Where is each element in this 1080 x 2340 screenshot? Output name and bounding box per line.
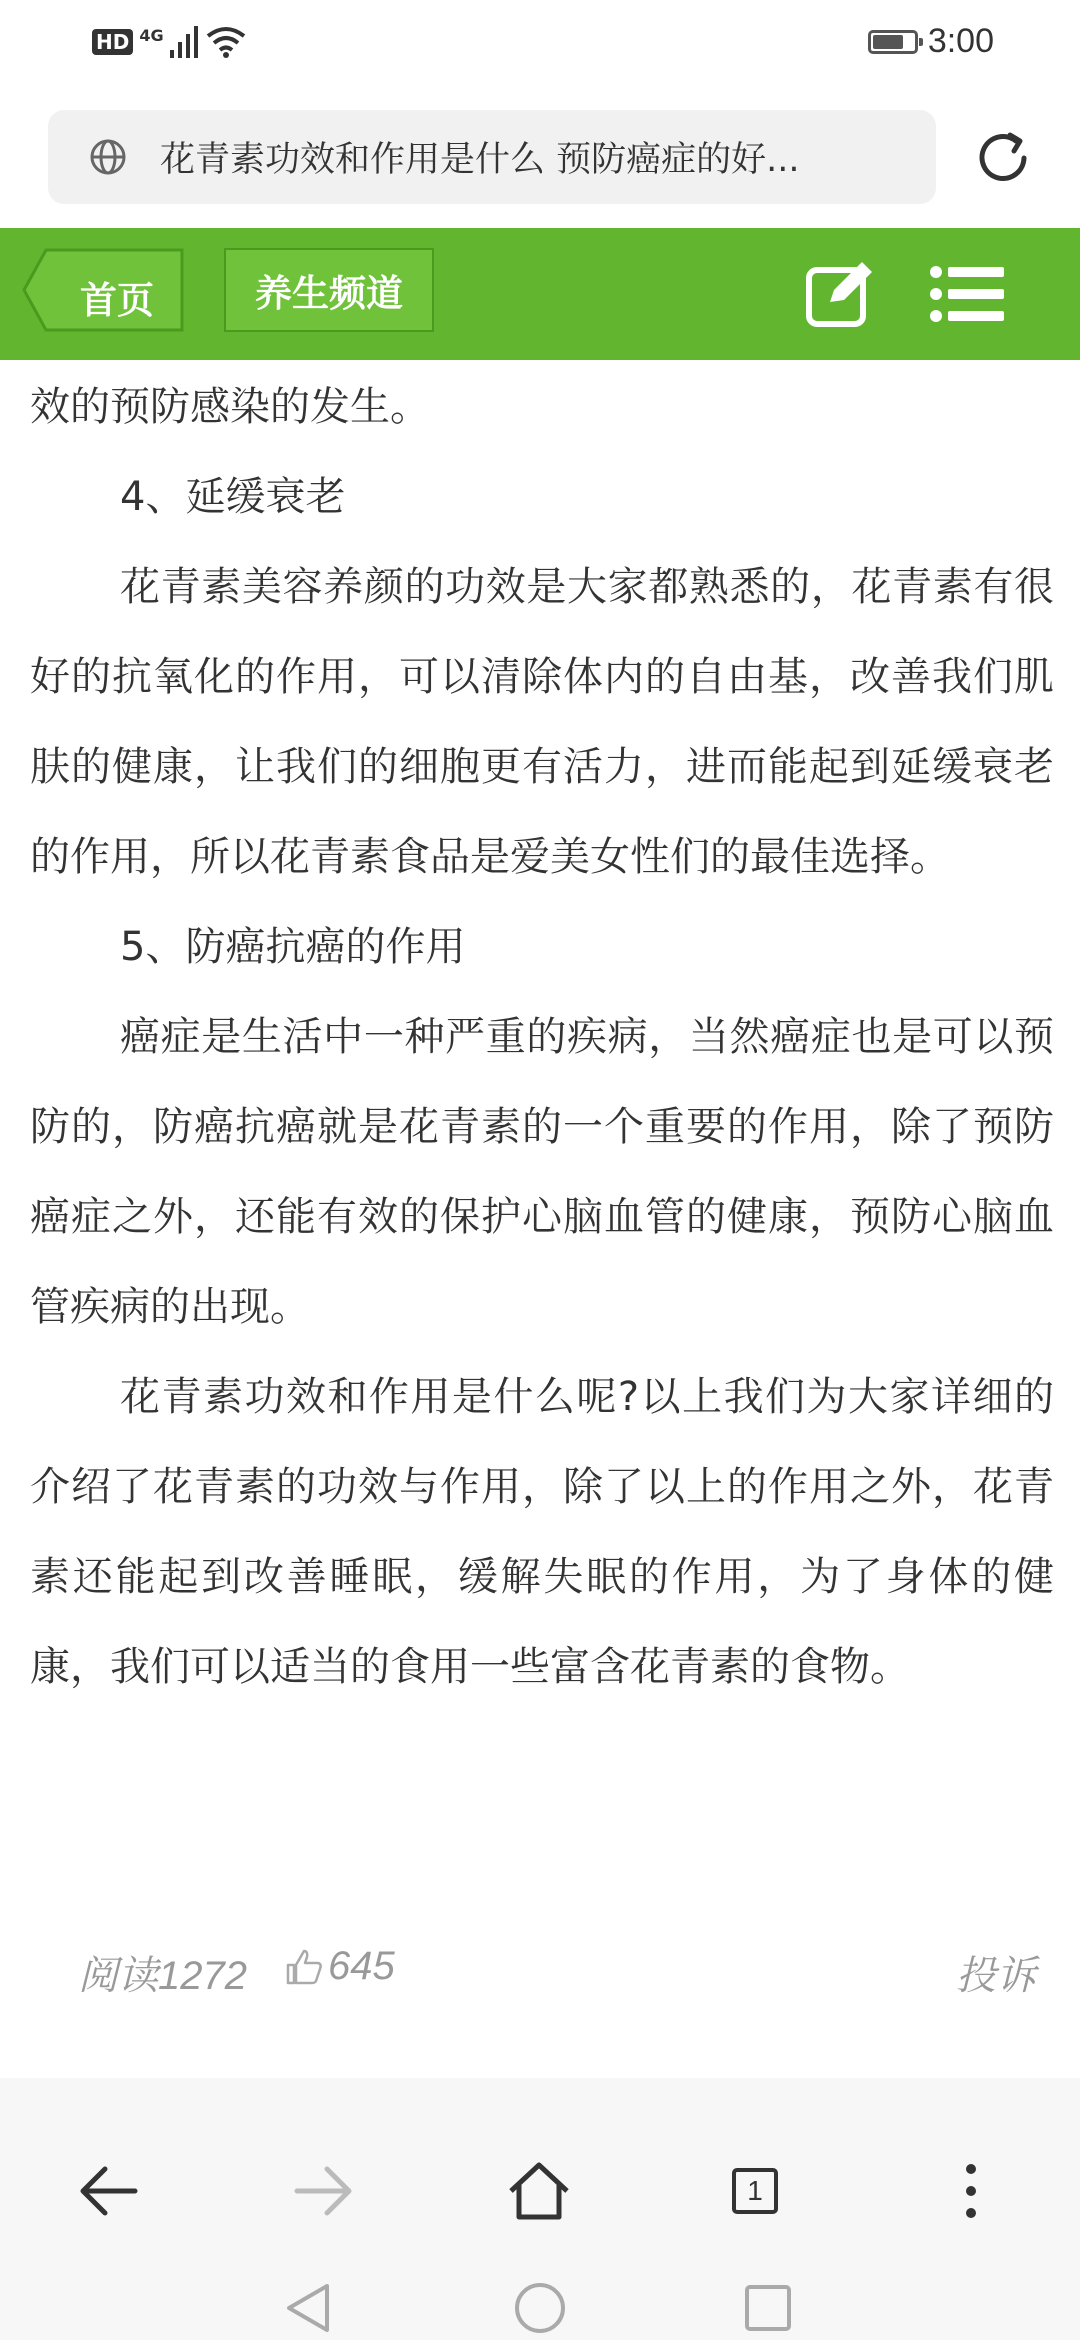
globe-icon	[88, 137, 128, 177]
thumbs-up-icon	[284, 1947, 324, 1987]
wifi-icon	[206, 26, 246, 58]
hd-badge: HD	[92, 29, 133, 55]
article-paragraph: 效的预防感染的发生。	[30, 384, 430, 430]
forward-button[interactable]	[278, 2146, 368, 2236]
tab-count: 1	[732, 2168, 778, 2214]
tabs-button[interactable]	[710, 2146, 800, 2236]
system-home-button[interactable]	[510, 2278, 570, 2338]
home-label: 首页	[80, 279, 154, 322]
report-link[interactable]: 投诉	[956, 1954, 1036, 1998]
site-nav	[0, 228, 1080, 360]
triangle-back-icon	[283, 2280, 333, 2336]
circle-home-icon	[512, 2280, 568, 2336]
home-button[interactable]	[494, 2146, 584, 2236]
battery-level	[873, 35, 903, 49]
status-left	[92, 24, 246, 60]
article-paragraph: 癌症是生活中一种严重的疾病，当然癌症也是可以预防的，防癌抗癌就是花青素的一个重要的作用，除了预防癌症之外，还能有效的保护心脑血管的健康，预防心脑血管疾病的出现。	[30, 1014, 1054, 1330]
back-arrow-icon	[77, 2163, 141, 2219]
home-icon	[507, 2161, 571, 2221]
article-body	[30, 362, 1054, 1712]
status-right	[868, 22, 994, 61]
like-count: 645	[328, 1944, 395, 1988]
more-button[interactable]	[926, 2146, 1016, 2236]
edit-icon[interactable]	[804, 258, 876, 328]
clock: 3:00	[927, 22, 994, 60]
reload-icon[interactable]	[970, 125, 1036, 191]
forward-arrow-icon	[291, 2163, 355, 2219]
more-vertical-icon	[963, 2161, 979, 2221]
battery-icon	[868, 30, 918, 54]
back-button[interactable]	[64, 2146, 154, 2236]
status-bar	[0, 0, 1080, 84]
url-title[interactable]: 花青素功效和作用是什么 预防癌症的好...	[160, 140, 800, 180]
section-heading: 4、延缓衰老	[120, 474, 346, 520]
home-nav-button[interactable]	[22, 248, 184, 332]
health-channel-button[interactable]: 养生频道	[224, 248, 434, 332]
address-bar[interactable]	[48, 110, 936, 204]
section-heading: 5、防癌抗癌的作用	[120, 924, 466, 970]
browser-toolbar	[0, 2078, 1080, 2340]
read-count: 阅读1272	[78, 1954, 247, 1998]
square-recents-icon	[743, 2283, 793, 2333]
article-stats	[78, 1938, 1036, 1998]
article-paragraph: 花青素美容养颜的功效是大家都熟悉的，花青素有很好的抗氧化的作用，可以清除体内的自由基，改善我们肌肤的健康，让我们的细胞更有活力，进而能起到延缓衰老的作用，所以花青素食品是爱美女性们的最佳选择。	[30, 564, 1054, 880]
system-back-button[interactable]	[278, 2278, 338, 2338]
network-type: 4G	[139, 25, 164, 45]
like-button[interactable]	[284, 1944, 395, 1989]
menu-icon[interactable]	[930, 264, 1004, 324]
system-recents-button[interactable]	[738, 2278, 798, 2338]
signal-icon	[170, 26, 200, 58]
article-paragraph: 花青素功效和作用是什么呢?以上我们为大家详细的介绍了花青素的功效与作用，除了以上的作用之外，花青素还能起到改善睡眠，缓解失眠的作用，为了身体的健康，我们可以适当的食用一些富含花青素的食物。	[30, 1374, 1054, 1690]
